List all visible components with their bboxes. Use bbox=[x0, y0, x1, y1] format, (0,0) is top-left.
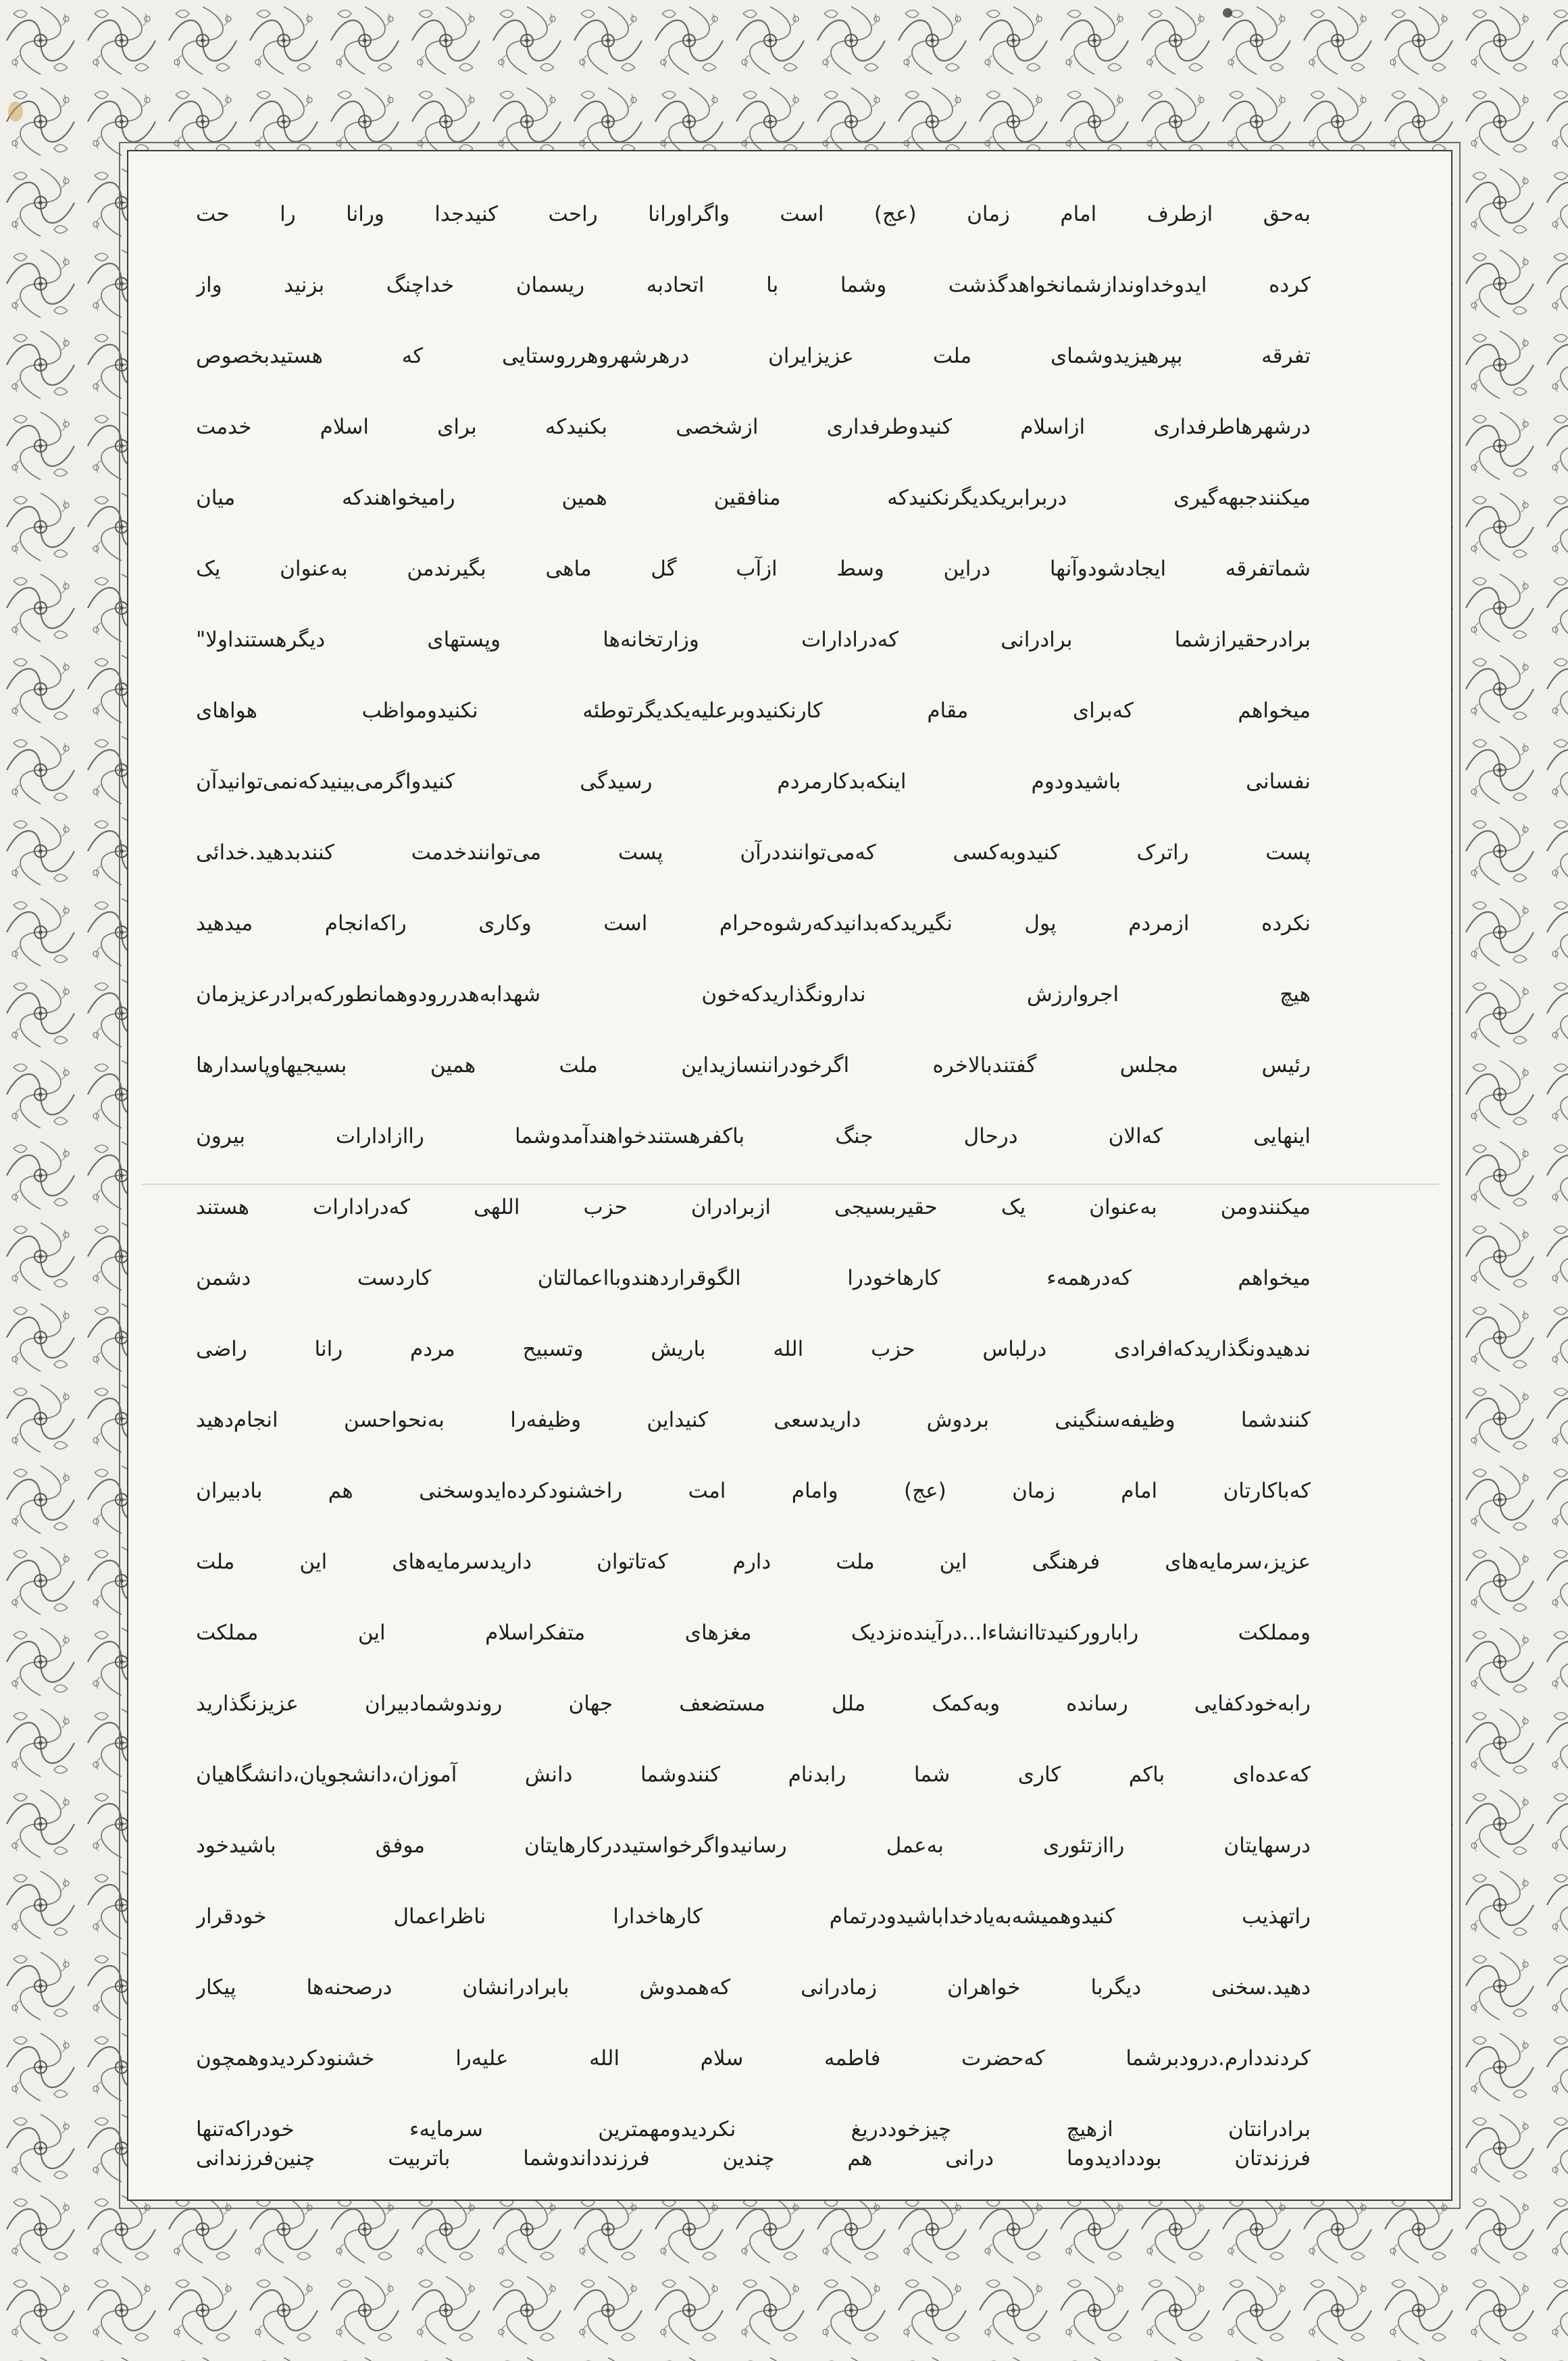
text-line: رابه‌خودکفایی رسانده وبه‌کمک ملل مستضعف جهان روندوشمادبیران عزیزنگذارید bbox=[196, 1692, 1311, 1716]
paper-stain bbox=[1223, 8, 1232, 18]
text-line: درسهایتان راازتئوری به‌عمل رسانیدواگرخواستیددرکارهایتان موفق باشیدخود bbox=[196, 1833, 1311, 1858]
text-line: دهید.سخنی دیگربا خواهران زمادرانی که‌همدوش بابرادرانشان درصحنه‌ها پیکار bbox=[196, 1975, 1311, 2000]
text-line: برادرانتان ازهیچ چیزخوددریغ نکردیدومهمترین سرمایه‌ء خودراکه‌تنها bbox=[196, 2117, 1311, 2141]
text-line: نفسانی باشیدودوم اینکه‌بدکارمردم رسیدگی کنیدواگرمی‌بینیدکه‌نمی‌توانیدآن bbox=[196, 769, 1311, 794]
text-line: کرده ایدوخداوندازشمانخواهدگذشت وشما با اتحادبه ریسمان خداچنگ بزنید واز bbox=[196, 273, 1311, 297]
text-line: که‌باکارتان امام زمان (عج) وامام امت راخشنودکرده‌ایدوسخنی هم بادبیران bbox=[196, 1479, 1311, 1503]
text-line: پست راترک کنیدوبه‌کسی که‌می‌تواننددرآن پست می‌توانندخدمت کنندبدهید.خدائی bbox=[196, 840, 1311, 865]
text-line: اینهایی که‌الان درحال جنگ باکفرهستندخواهندآمدوشما راازادارات بیرون bbox=[196, 1124, 1311, 1148]
text-line: رئیس مجلس گفتندبالاخره اگرخودراننسازیداین ملت همین بسیجیهاوپاسدارها bbox=[196, 1053, 1311, 1077]
text-line: برادرحقیرازشما برادرانی که‌درادارات وزارتخانه‌ها وپستهای دیگرهستنداولا" bbox=[196, 628, 1311, 652]
text-line: عزیز،سرمایه‌های فرهنگی این ملت دارم که‌تاتوان داریدسرمایه‌های این ملت bbox=[196, 1550, 1311, 1574]
text-line: ومملکت راباروركنیدتاانشاءا...درآینده‌نزدیک مغزهای متفکراسلام این مملکت bbox=[196, 1621, 1311, 1645]
text-line: شماتفرقه ایجادشودوآنها دراین وسط ازآب گل ماهی بگیرندمن به‌عنوان یک bbox=[196, 557, 1311, 581]
text-line: میخواهم که‌درهمه‌ء کارهاخودرا الگوقراردهندوبااعمالتان کاردست دشمن bbox=[196, 1266, 1311, 1290]
text-line: که‌عده‌ای باکم کاری شما رابدنام کنندوشما دانش آموزان،دانشجویان،دانشگاهیان bbox=[196, 1762, 1311, 1787]
text-line: میکنندومن به‌عنوان یک حقیربسیجی ازبرادران حزب اللهی که‌درادارات هستند bbox=[196, 1195, 1311, 1219]
paper-stain bbox=[8, 101, 23, 122]
text-line: کردنددارم.درودبرشما که‌حضرت فاطمه سلام الله علیه‌را خشنودکردیدوهمچون bbox=[196, 2046, 1311, 2071]
text-line: میخواهم که‌برای مقام کارنکنیدوبرعلیه‌یکدیگرتوطئه نکنیدومواظب هواهای bbox=[196, 699, 1311, 723]
text-line: ندهیدونگذاریدکه‌افرادی درلباس حزب الله باریش وتسبیح مردم رانا راضی bbox=[196, 1337, 1311, 1361]
text-line: فرزندتان بودداديدوما درانی هم چندین فرزندداندوشما باتربیت چنین‌فرزندانی bbox=[196, 2146, 1311, 2170]
text-line: هیچ اجروارزش ندارونگذاریدکه‌خون شهدابه‌هدررودوهمانطورکه‌برادرعزیزمان bbox=[196, 982, 1311, 1007]
text-line: کنندشما وظیفه‌سنگینی بردوش داریدسعی کنیداین وظیفه‌را به‌نحواحسن انجام‌دهید bbox=[196, 1408, 1311, 1432]
text-line: تفرقه بپرهیزیدوشمای ملت عزیزایران درهرشهروهرروستایی که هستیدبخصوص bbox=[196, 344, 1311, 368]
text-line: راتهذیب کنیدوهمیشه‌به‌یادخداباشیدودرتمام کارهاخدارا ناظراعمال خودقرار bbox=[196, 1904, 1311, 1929]
letter-body bbox=[196, 177, 1311, 2156]
text-line: به‌حق ازطرف امام زمان (عج) است واگراورانا راحت کنیدجدا ورانا را حت bbox=[196, 202, 1311, 226]
text-line: درشهرهاطرفداری ازاسلام کنیدوطرفداری ازشخصی بکنیدکه برای اسلام خدمت bbox=[196, 415, 1311, 439]
text-line: نکرده ازمردم پول نگیریدکه‌بدانیدکه‌رشوه‌حرام است وکاری راکه‌انجام میدهید bbox=[196, 911, 1311, 936]
text-line: میکنندجبهه‌گیری دربرابریکدیگرنکنیدکه منافقین همین رامیخواهندکه میان bbox=[196, 486, 1311, 510]
